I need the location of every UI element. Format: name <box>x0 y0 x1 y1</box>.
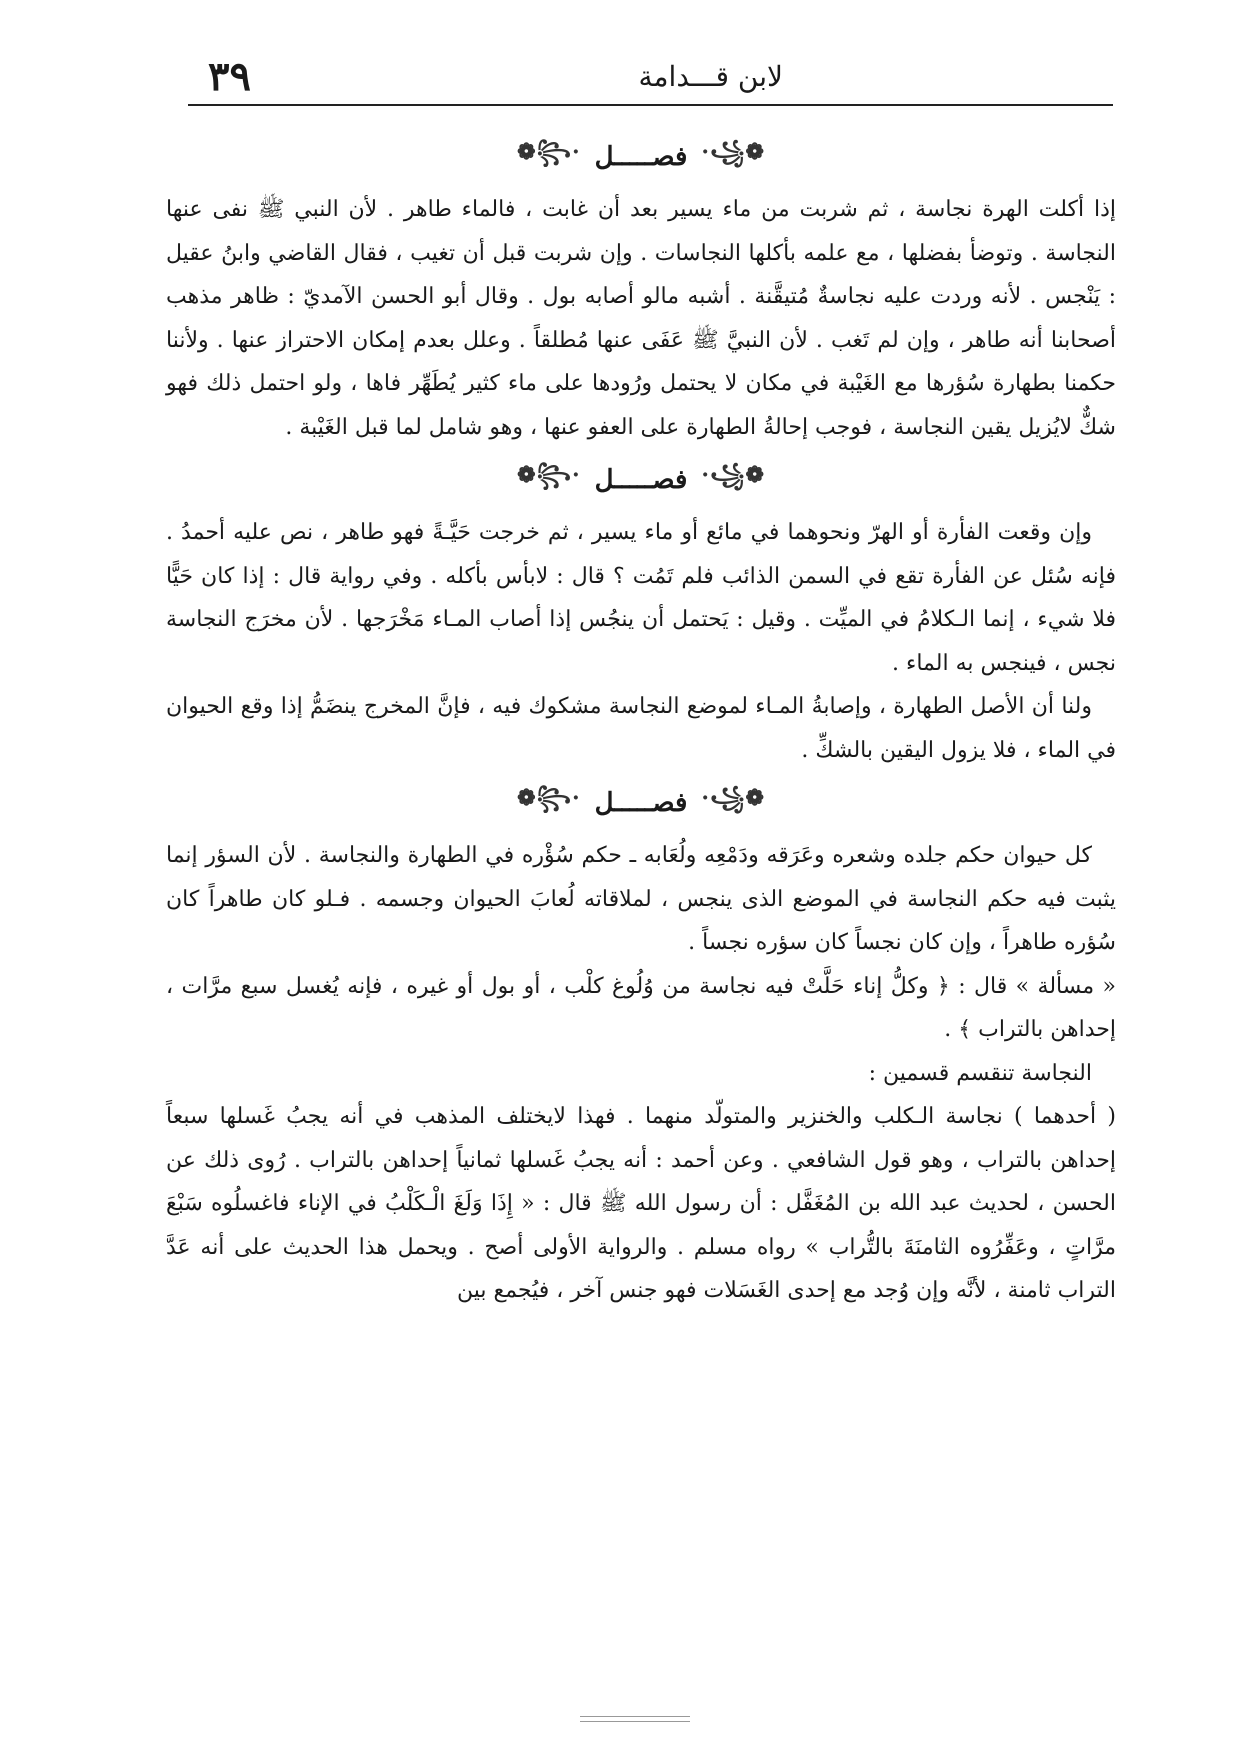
page-header <box>188 50 1113 102</box>
ornament-right-icon: ❁꧁· <box>701 461 765 488</box>
paragraph: ولنا أن الأصل الطهارة ، وإصابةُ المـاء لموضع النجاسة مشكوك فيه ، فإنَّ المخرج ينضَمُّ إذا وقع الحيوان في الماء ، فلا يزول اليقين بالشكِّ . <box>166 694 1116 763</box>
ornament-left-icon: ·꧂❁ <box>517 138 581 165</box>
section-heading-label: فصـــــل <box>594 465 688 495</box>
paragraph: وإن وقعت الفأرة أو الهرّ ونحوهما في مائع أو ماء يسير ، ثم خرجت حَيَّـةً فهو طاهر ، نص عليه أحمدُ . فإنه سُئل عن الفأرة تقع في السمن الذائب فلم تَمُت ؟ قال : لابأس بأكله . وفي رواية قال : إذا كان حَيًّا فلا شيء ، إنما الـكلامُ في الميِّت . وقيل : يَحتمل أن ينجُس إذا أصاب المـاء مَخْرَجها . لأن مخرَج النجاسة نجس ، فينجس به الماء . <box>166 520 1116 676</box>
section-heading-label: فصـــــل <box>594 142 688 172</box>
page-number: ٣٩ <box>208 52 251 100</box>
section-heading <box>166 126 1116 188</box>
paragraph: النجاسة تنقسم قسمين : <box>868 1060 1092 1086</box>
paragraph: كل حيوان حكم جلده وشعره وعَرَقه ودَمْعِه ولُعَابه ـ حكم سُؤْره في الطهارة والنجاسة . لأن السؤر إنما يثبت فيه حكم النجاسة في الموضع الذى ينجس ، لملاقاته لُعابَ الحيوان وجسمه . فـلو كان طاهراً كان سُؤره طاهراً ، وإن كان نجساً كان سؤره نجساً . <box>166 843 1116 955</box>
ornament-right-icon: ❁꧁· <box>701 138 765 165</box>
paragraph: ( أحدهما ) نجاسة الـكلب والخنزير والمتولّد منهما . فهذا لايختلف المذهب في أنه يجبُ غَسلها سبعاً إحداهن بالتراب ، وهو قول الشافعي . وعن أحمد : أنه يجبُ غَسلها ثمانياً إحداهن بالتراب . رُوى ذلك عن الحسن ، لحديث عبد الله بن المُغَفَّل : أن رسول الله ﷺ قال : « إِذَا وَلَغَ الْـكَلْبُ في الإناء فاغسلُوه سَبْعَ مرَّاتٍ ، وعَفِّرُوه الثامنَةَ بالتُّراب » رواه مسلم . والرواية الأولى أصح . ويحمل هذا الحديث على أنه عَدَّ التراب ثامنة ، لأنَّه وإن وُجد مع إحدى الغَسَلات فهو جنس آخر ، فيُجمع بين <box>166 1104 1116 1303</box>
paragraph: إذا أكلت الهرة نجاسة ، ثم شربت من ماء يسير بعد أن غابت ، فالماء طاهر . لأن النبي ﷺ نفى عنها النجاسة . وتوضأ بفضلها ، مع علمه بأكلها النجاسات . وإن شربت قبل أن تغيب ، فقال القاضي وابنُ عقيل : يَنْجس . لأنه وردت عليه نجاسةٌ مُتيقَّنة . أشبه مالو أصابه بول . وقال أبو الحسن الآمديّ : ظاهر مذهب أصحابنا أنه طاهر ، وإن لم تَغب . لأن النبيَّ ﷺ عَفَى عنها مُطلقاً . وعلل بعدم إمكان الاحتراز عنها . ولأننا حكمنا بطهارة سُؤرها مع الغَيْبة في مكان لا يحتمل ورُودها على ماء كثير يُطَهِّر فاها ، ولو احتمل ذلك فهو شكٌّ لايُزيل يقين النجاسة ، فوجب إحالةُ الطهارة على العفو عنها ، وهو شامل لما قبل الغَيْبة . <box>166 197 1116 440</box>
masala-paragraph: « مسألة » قال : ﴿ وكلُّ إناء حَلَّتْ فيه نجاسة من وُلُوغ كلْب ، أو بول أو غيره ، فإنه يُغسل سبع مرَّات ، إحداهن بالتراب ﴾ . <box>166 973 1116 1042</box>
footer-mark <box>580 1716 690 1722</box>
ornament-left-icon: ·꧂❁ <box>517 784 581 811</box>
section-heading <box>166 772 1116 834</box>
page-body <box>166 126 1116 1313</box>
ornament-left-icon: ·꧂❁ <box>517 461 581 488</box>
running-title: لابن قـــدامة <box>638 59 783 93</box>
section-heading <box>166 449 1116 511</box>
ornament-right-icon: ❁꧁· <box>701 784 765 811</box>
header-rule <box>188 104 1113 106</box>
section-heading-label: فصـــــل <box>594 788 688 818</box>
